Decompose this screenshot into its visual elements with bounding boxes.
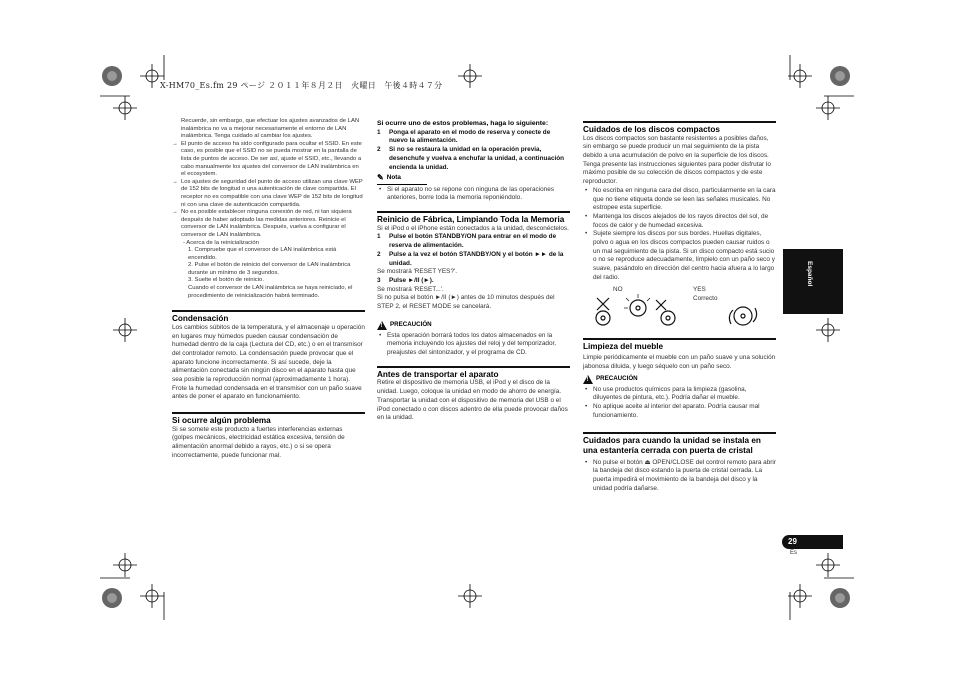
arrow-icon: →	[172, 140, 178, 147]
column-1	[172, 118, 365, 461]
problema-text: Si se somete este producto a fuertes interferencias externas (golpes mecánicos, electricidad estática excesiva, tensión de alimentación anormal debido a rayos, etc.) o si se opera incorrectamente, puede funcionar mal.	[172, 425, 345, 459]
discos-text: Los discos compactos son bastante resistentes a posibles daños, sin embargo se puede producir un mal seguimiento de la pista debido a una acumulación de polvo en la superficie de los discos. Tenga presente las instrucciones siguientes para poder disfrutar lo máximo posible de su colección de discos compactos y de este reproductor.	[583, 134, 771, 186]
arrow-item: → No es posible establecer ninguna conexión de red, ni tan siquiera después de haber adoptado las medidas anteriores. Reinicie el conversor de LAN inalámbrica. Después, vuelva a configurar el conversor de LAN inalámbrica.	[172, 209, 352, 238]
limpieza-bullet: • No use productos químicos para la limpieza (gasolina, diluyentes de pintura, etc.). Podría dañar el mueble.	[585, 385, 747, 402]
section-rule	[583, 432, 776, 434]
reset-note: Si no pulsa el botón ►/II (►) antes de 10 minutos después del STEP 2, el RESET MODE se cancelará.	[377, 294, 555, 311]
heading-reinicio: Reinicio de Fábrica, Limpiando Toda la Memoria	[377, 215, 565, 225]
reset-step: Cuando el conversor de LAN inalámbrica se haya reiniciado, el procedimiento de reinicialización habrá terminado.	[188, 285, 353, 299]
precaucion-label: ! PRECAUCIÓN	[583, 375, 776, 384]
section-rule	[377, 211, 570, 213]
section-rule	[583, 338, 776, 340]
reset-step: 1 Pulse el botón STANDBY/ON para entrar en el modo de reserva de alimentación.	[377, 233, 557, 250]
reset-step: 1. Compruebe que el conversor de LAN inalámbrica está encendido.	[188, 247, 337, 261]
condensacion-text: Los cambios súbitos de la temperatura, y el almacenaje u operación en lugares muy húmedos pueden causar condensación de humedad dentro de la caja (Lectura del CD, etc.) o en el transmisor del controlador remoto. La condensación puede provocar que el aparato funcione incorrectamente. Si así sucede, deje la alimentación conectada sin ningún disco en el aparato hasta que sea posible la reproducción normal (aproximadamente 1 hora). Frote la humedad condensada en el transmisor con un paño suave antes de poner el aparato en funcionamiento.	[172, 323, 365, 401]
discos-bullet: • No escriba en ninguna cara del disco, particularmente en la cara que no tiene etiqueta donde se leen las señales musicales. No estropee esta superficie.	[585, 186, 776, 212]
warning-icon	[377, 321, 387, 330]
estanteria-bullet: • No pulse el botón ⏏ OPEN/CLOSE del control remoto para abrir la bandeja del disco estando la puerta de cristal cerrada. La puerta impedirá el movimiento de la bandeja del disco y la unidad podría dañarse.	[585, 458, 776, 492]
reset-step: 2 Pulse a la vez el botón STANDBY/ON y el botón ►► de la unidad.	[377, 250, 564, 267]
discos-bullet: • Mantenga los discos alejados de los rayos directos del sol, de focos de calor y de humedad excesiva.	[585, 212, 769, 229]
precaucion-bullet: • Esta operación borrará todos los datos almacenados en la memoria incluyendo los ajustes del reloj y del temporizador, preajustes del sintonizador, y el programa de CD.	[379, 331, 557, 357]
section-rule	[583, 121, 776, 123]
transportar-text: Retire el dispositivo de memoria USB, el iPod y el disco de la unidad. Luego, coloque la unidad en modo de ahorro de energía. Transportar la unidad con el dispositivo de memoria del USB o el iPod conectado o con discos adentro de ella puede provocar daños en la unidad.	[377, 379, 568, 422]
heading-limpieza: Limpieza del mueble	[583, 341, 664, 351]
reset-note: Se mostrará 'RESET YES?'.	[377, 268, 457, 276]
step: 1 Ponga el aparato en el modo de reserva y conecte de nuevo la alimentación.	[377, 128, 551, 145]
nota-label-row: ✎ Nota	[377, 173, 401, 183]
section-rule	[377, 366, 570, 368]
reset-block	[172, 240, 365, 301]
reset-note: Se mostrará 'RESET...'.	[377, 285, 444, 293]
intro-text: Recuerde, sin embargo, que efectuar los ajustes avanzados de LAN inalámbrica no va a mejorar necesariamente el entorno de LAN inalámbrica. Tenga cuidado al cambiar los ajustes.	[181, 118, 360, 140]
reset-step: 2. Pulse el botón de reinicio del conversor de LAN inalámbrica durante un mínimo de 3 segundos.	[188, 262, 351, 276]
arrow-item: → Los ajustes de seguridad del punto de acceso utilizan una clave WEP de 152 bits de longitud o una autenticación de clave compartida. El receptor no es compatible con una clave WEP de 152 bits de longitud ni con una clave de autenticación compartida.	[172, 178, 363, 208]
step: 2 Si no se restaura la unidad en la operación previa, desenchufe y vuelva a enchufar la unidad, a continuación encienda la unidad.	[377, 146, 565, 171]
page-number: 29	[782, 535, 843, 549]
disc-illustration	[593, 294, 768, 332]
page-language-code: Es	[790, 550, 798, 556]
section-rule	[172, 310, 365, 312]
disc-handling-figure	[583, 286, 776, 332]
heading-discos: Cuidados de los discos compactos	[583, 125, 720, 134]
nota-underline	[377, 184, 427, 185]
reset-title: - Acerca de la reinicialización	[183, 239, 259, 246]
column-3	[583, 121, 776, 493]
heading-condensacion: Condensación	[172, 314, 229, 324]
arrow-icon: →	[172, 209, 178, 216]
precaucion-label: ! PRECAUCIÓN	[377, 321, 570, 330]
figure-no-label: NO	[613, 285, 623, 293]
problem-lead: Si ocurre uno de estos problemas, haga lo siguiente:	[377, 120, 549, 127]
figure-yes-label: YES	[693, 285, 706, 293]
limpieza-bullet: • No aplique aceite al interior del aparato. Podría causar mal funcionamiento.	[585, 402, 760, 419]
arrow-icon: →	[172, 178, 178, 185]
limpieza-text: Limpie periódicamente el mueble con un paño suave y una solución jabonosa diluida, y luego séquelo con un paño seco.	[583, 354, 776, 370]
note-pencil-icon: ✎	[377, 173, 384, 183]
figure-correct-label: Correcto	[693, 294, 718, 302]
heading-problema: Si ocurre algún problema	[172, 416, 271, 426]
discos-bullet: • Sujete siempre los discos por sus bordes. Huellas digitales, polvo o agua en los discos compactos pueden causar ruidos o un mal seguimiento de la pista. Si un disco compacto está sucio o no se reproduce adecuadamente, límpielo con un paño seco y suave, pasándolo en dirección del centro hacia afuera a lo largo del radio.	[585, 230, 775, 281]
warning-icon	[583, 375, 593, 384]
heading-estanteria: Cuidados para cuando la unidad se instala en una estantería cerrada con puerta de cristal	[583, 436, 761, 455]
heading-transportar: Antes de transportar el aparato	[377, 369, 499, 379]
section-rule	[172, 412, 365, 414]
column-2	[377, 120, 570, 423]
file-header: X-HM70_Es.fm 29 ページ ２０１１年８月２日 火曜日 午後４時４７分	[160, 81, 443, 90]
reset-step: 3. Suelte el botón de reinicio.	[188, 277, 264, 284]
arrow-item: → El punto de acceso ha sido configurado para ocultar el SSID. En este caso, es posible que el SSID no se pueda mostrar en la pantalla de lista de puntos de acceso. De ser así, ajuste el SSID, etc., llevando a cabo manualmente los ajustes del conversor de LAN inalámbrica en el ecosystem.	[172, 140, 362, 178]
reset-step: 3 Pulse ►/II (►).	[377, 276, 434, 284]
reinicio-intro: Si el iPod o el iPhone están conectados a la unidad, desconéctelos.	[377, 224, 569, 232]
language-side-tab: Español	[783, 249, 843, 314]
nota-bullet: • Si el aparato no se repone con ninguna de las operaciones anteriores, borre toda la memoria reponiéndolo.	[379, 185, 554, 202]
